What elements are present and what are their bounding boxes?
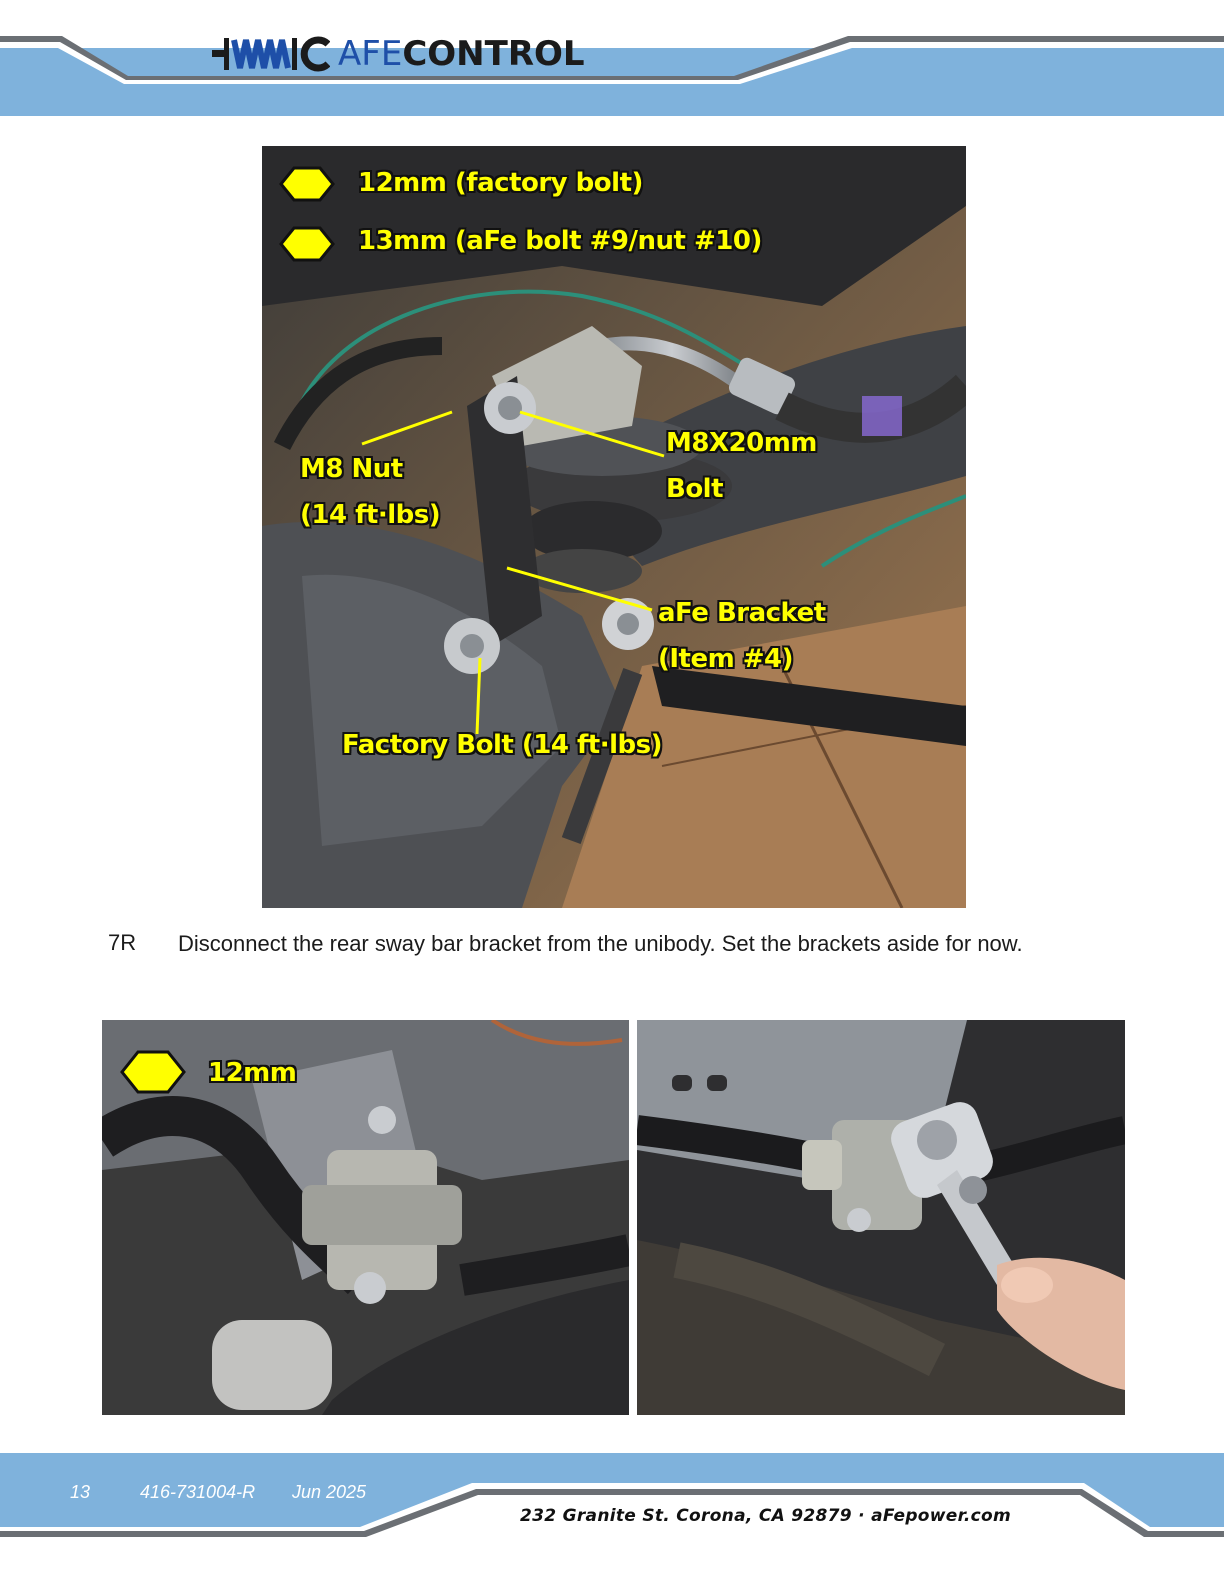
logo-control-text: CONTROL: [402, 34, 585, 74]
callout-afe-bracket: aFe Bracket: [658, 598, 826, 628]
callout-m8-nut: M8 Nut: [300, 454, 403, 484]
callout-bolt: Bolt: [666, 474, 724, 504]
legend-12mm-label: 12mm: [208, 1058, 297, 1088]
hex-icon: [281, 228, 333, 260]
header-band: [0, 0, 1224, 116]
callout-m8-nut-torque: (14 ft·lbs): [300, 500, 441, 530]
callout-item-4: (Item #4): [658, 644, 794, 674]
wrench-on-bracket-photo: [637, 1020, 1125, 1415]
logo-mark-icon: [212, 34, 330, 74]
page-number: 13: [70, 1482, 91, 1502]
step-number: 7R: [108, 930, 137, 955]
hex-icon: [122, 1052, 184, 1092]
callout-m8x20-bolt: M8X20mm: [666, 428, 817, 458]
hex-icon: [281, 168, 333, 200]
logo-afe-text: AFE: [338, 34, 403, 74]
company-address: 232 Granite St. Corona, CA 92879 · aFepower.com: [520, 1506, 1011, 1526]
suspension-bracket-photo: [262, 146, 966, 908]
callout-factory-bolt: Factory Bolt (14 ft·lbs): [342, 730, 662, 760]
legend-13mm-label: 13mm (aFe bolt #9/nut #10): [358, 226, 762, 256]
legend-12mm-label: 12mm (factory bolt): [358, 168, 643, 198]
part-number: 416-731004-R: [140, 1482, 256, 1502]
revision-date: Jun 2025: [292, 1482, 367, 1502]
step-instruction: Disconnect the rear sway bar bracket from the unibody. Set the brackets aside for now.: [178, 931, 1023, 956]
brand-logo: [212, 34, 585, 74]
sway-bar-bracket-photo: [102, 1020, 629, 1415]
